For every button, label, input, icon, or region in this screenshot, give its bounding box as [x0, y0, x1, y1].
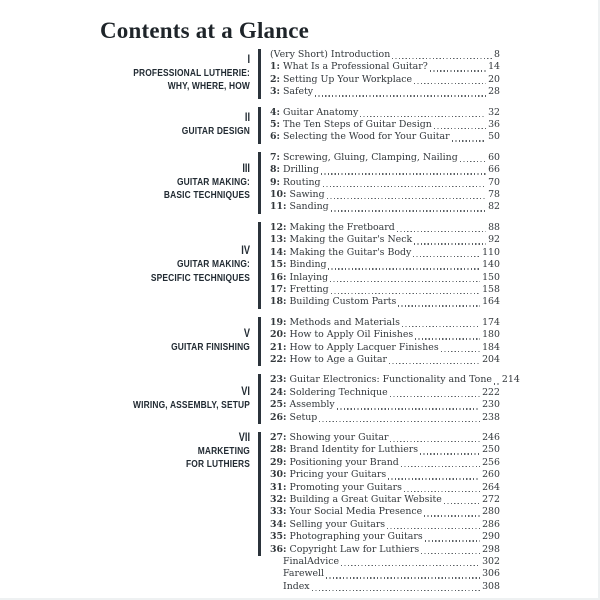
entry-title: Making the Guitar's Body	[289, 246, 412, 258]
entry-title: Selecting the Wood for Your Guitar	[282, 131, 450, 143]
entry-number: 17:	[270, 283, 287, 295]
entry-page: 250	[482, 444, 500, 456]
section-iv	[100, 222, 600, 309]
toc-entry	[270, 74, 500, 86]
toc-entry	[270, 432, 500, 444]
dot-leader	[319, 421, 480, 422]
section-entries-column	[250, 222, 500, 309]
entry-number: 1:	[270, 61, 280, 73]
toc-entry	[270, 272, 500, 284]
entry-title: (Very Short) Introduction	[270, 49, 391, 60]
section-label	[130, 432, 250, 472]
dot-leader	[331, 210, 486, 211]
section-i	[100, 49, 600, 99]
toc-entry	[270, 49, 500, 61]
toc-entry	[270, 457, 500, 469]
entry-title: Routing	[282, 176, 321, 188]
entry-title: Copyright Law for Luthiers	[289, 543, 420, 555]
entry-title: Building Custom Parts	[289, 296, 397, 308]
dot-leader	[441, 351, 480, 352]
entry-page: 82	[488, 201, 500, 213]
entry-page: 28	[488, 86, 500, 98]
dot-leader	[388, 478, 480, 479]
dot-leader	[321, 173, 486, 174]
toc-entry	[270, 342, 500, 354]
entry-number: 10:	[270, 189, 287, 201]
section-entries-column	[250, 107, 500, 144]
section-label	[130, 163, 250, 203]
entry-number: 30:	[270, 469, 287, 481]
dot-leader	[389, 363, 480, 364]
roman-numeral: II	[244, 111, 250, 124]
toc-entry-list	[258, 49, 500, 99]
entry-page: 110	[482, 246, 500, 258]
section-v	[100, 317, 600, 367]
toc-entry-list	[258, 432, 500, 556]
entry-number: 33:	[270, 506, 287, 518]
entry-page: 256	[482, 456, 500, 468]
entry-number: 31:	[270, 481, 287, 493]
dot-leader	[414, 83, 486, 84]
entry-page: 290	[482, 531, 500, 543]
dot-leader	[413, 256, 480, 257]
entry-title: Making the Fretboard	[289, 221, 395, 233]
entry-page: 150	[482, 271, 500, 283]
toc-sections	[100, 49, 600, 593]
entry-page: 164	[482, 296, 500, 308]
toc-entry	[270, 131, 500, 143]
entry-number: 25:	[270, 399, 287, 411]
entry-title: Screwing, Gluing, Clamping, Nailing	[282, 151, 458, 163]
entry-page: 302	[482, 556, 500, 568]
dot-leader	[330, 281, 480, 282]
entry-number: 15:	[270, 259, 287, 271]
entry-page: 70	[488, 176, 500, 188]
toc-entry-list	[258, 107, 500, 144]
toc-entry	[270, 222, 500, 234]
dot-leader	[315, 95, 486, 96]
entry-page: 36	[488, 119, 500, 131]
section-name-line: MARKETING	[197, 444, 250, 457]
entry-number: 6:	[270, 131, 280, 143]
dot-leader	[414, 243, 486, 244]
entry-number: 3:	[270, 86, 280, 98]
entry-title: Binding	[289, 259, 327, 271]
toc-entry	[270, 317, 500, 329]
entry-number: 21:	[270, 341, 287, 353]
entry-page: 50	[488, 131, 500, 143]
entry-number: 32:	[270, 494, 287, 505]
entry-number: 26:	[270, 411, 287, 423]
entry-page: 78	[488, 189, 500, 201]
section-entries-column	[250, 374, 520, 424]
page-title: Contents at a Glance	[100, 18, 310, 43]
section-entries-column	[250, 152, 500, 214]
entry-title: Fretting	[289, 283, 329, 295]
entry-title: Inlaying	[289, 271, 329, 283]
dot-leader	[331, 293, 480, 294]
dot-leader	[323, 186, 487, 187]
entry-title: Assembly	[289, 399, 335, 411]
toc-entry	[270, 247, 500, 259]
entry-title: Soldering Technique	[289, 386, 388, 398]
entry-page: 260	[482, 469, 500, 481]
entry-title: Safety	[282, 86, 314, 98]
entry-title: How to Apply Lacquer Finishes	[289, 341, 439, 353]
section-label	[130, 245, 250, 285]
section-label	[130, 386, 250, 413]
section-entries-column	[250, 317, 500, 367]
entry-number: 24:	[270, 386, 287, 398]
toc-entry	[270, 482, 500, 494]
entry-page: 272	[482, 494, 500, 505]
toc-entry	[270, 519, 500, 531]
entry-number: 29:	[270, 456, 287, 468]
toc-entry	[270, 354, 500, 366]
entry-number: 8:	[270, 164, 280, 176]
dot-leader	[326, 577, 480, 578]
entry-page: 174	[482, 316, 500, 328]
entry-page: 204	[482, 353, 500, 365]
entry-title: What Is a Professional Guitar?	[282, 61, 428, 73]
section-name-line: FOR LUTHIERS	[186, 458, 250, 471]
dot-leader	[420, 453, 480, 454]
section-name-line: GUITAR MAKING:	[176, 175, 250, 188]
section-name-line: GUITAR MAKING:	[176, 258, 250, 271]
toc-entry	[270, 544, 500, 556]
section-name-line: GUITAR DESIGN	[181, 124, 250, 137]
entry-title: Sanding	[289, 201, 329, 213]
roman-numeral: III	[242, 162, 250, 175]
entry-page: 32	[488, 106, 500, 118]
toc-entry	[270, 444, 500, 456]
entry-title: Photographing your Guitars	[289, 531, 423, 543]
entry-page: 60	[488, 151, 500, 163]
toc-entry	[270, 531, 500, 543]
entry-page: 286	[482, 518, 500, 530]
section-name-line: BASIC TECHNIQUES	[163, 189, 250, 202]
entry-number: 5:	[270, 119, 280, 131]
toc-entry	[270, 412, 500, 424]
entry-title: Brand Identity for Luthiers	[289, 444, 419, 456]
dot-leader	[425, 540, 480, 541]
section-name-line: SPECIFIC TECHNIQUES	[150, 271, 250, 284]
entry-page: 88	[488, 221, 500, 233]
dot-leader	[327, 198, 486, 199]
entry-title: Setup	[289, 411, 318, 423]
dot-leader	[494, 383, 500, 384]
toc-entry	[283, 556, 500, 568]
toc-entry	[270, 201, 500, 213]
entry-page: 92	[488, 234, 500, 246]
toc-entry	[283, 581, 500, 593]
entry-number: 36:	[270, 543, 287, 555]
entry-page: 246	[482, 431, 500, 443]
dot-leader	[390, 441, 480, 442]
entry-title: Drilling	[282, 164, 320, 176]
section-name-line: WHY, WHERE, HOW	[167, 80, 250, 93]
entry-number: 16:	[270, 271, 287, 283]
entry-title: Sawing	[289, 189, 325, 201]
entry-title: Your Social Media Presence	[289, 506, 423, 518]
toc-entry	[270, 119, 500, 131]
dot-leader	[404, 491, 480, 492]
entry-page: 280	[482, 506, 500, 518]
dot-leader	[402, 326, 480, 327]
section-label	[130, 112, 250, 139]
entry-title: Promoting your Guitars	[289, 481, 402, 493]
entry-number: 23:	[270, 374, 287, 386]
entry-page: 306	[482, 568, 500, 580]
toc-entry-list	[258, 152, 500, 214]
entry-title: Pricing your Guitars	[289, 469, 387, 481]
section-name-line: PROFESSIONAL LUTHERIE:	[133, 66, 250, 79]
dot-leader	[397, 231, 486, 232]
entry-number: 14:	[270, 246, 287, 258]
toc-entry	[270, 374, 520, 386]
entry-number: 9:	[270, 176, 280, 188]
toc-entry	[270, 234, 500, 246]
dot-leader	[312, 590, 481, 591]
section-name-line: WIRING, ASSEMBLY, SETUP	[133, 398, 250, 411]
dot-leader	[390, 396, 480, 397]
roman-numeral: VI	[241, 385, 250, 398]
entry-number: 35:	[270, 531, 287, 543]
section-entries-column	[250, 49, 500, 99]
toc-entry-list	[258, 317, 500, 367]
entry-page: 8	[494, 49, 500, 60]
toc-entry-list	[258, 222, 500, 309]
toc-entry	[270, 86, 500, 98]
entry-title: Positioning your Brand	[289, 456, 399, 468]
entry-page: 214	[501, 374, 520, 386]
entry-title: Methods and Materials	[289, 316, 400, 328]
entry-title: Farewell	[283, 568, 325, 580]
toc-entry	[270, 399, 500, 411]
entry-page: 14	[488, 61, 500, 73]
entry-page: 230	[482, 399, 500, 411]
roman-numeral: V	[243, 328, 250, 341]
entry-title: Index	[283, 580, 310, 592]
section-vi	[100, 374, 600, 424]
entry-page: 158	[482, 283, 500, 295]
toc-entry	[270, 387, 500, 399]
toc-entry	[270, 329, 500, 341]
dot-leader	[392, 58, 492, 59]
dot-leader	[360, 116, 486, 117]
entry-number: 27:	[270, 431, 287, 443]
entry-title: Guitar Electronics: Functionality and Tone	[289, 374, 492, 386]
entry-number: 28:	[270, 444, 287, 456]
entry-number: 12:	[270, 221, 287, 233]
entry-title: Guitar Anatomy	[282, 106, 359, 118]
entry-number: 13:	[270, 234, 287, 246]
entry-number: 11:	[270, 201, 287, 213]
section-entries-column	[250, 432, 500, 593]
dot-leader	[421, 553, 480, 554]
toc-entry	[270, 164, 500, 176]
toc-entry	[270, 177, 500, 189]
entry-page: 238	[482, 411, 500, 423]
section-iii	[100, 152, 600, 214]
entry-number: 19:	[270, 316, 287, 328]
entry-number: 22:	[270, 353, 287, 365]
entry-number: 4:	[270, 106, 280, 118]
toc-extras	[270, 556, 500, 593]
entry-number: 18:	[270, 296, 287, 308]
entry-title: The Ten Steps of Guitar Design	[282, 119, 432, 131]
toc-entry	[270, 107, 500, 119]
entry-title: Selling your Guitars	[289, 518, 386, 530]
entry-page: 184	[482, 341, 500, 353]
roman-numeral: VII	[238, 431, 250, 444]
toc-entry	[270, 189, 500, 201]
entry-title: Setting Up Your Workplace	[282, 73, 413, 85]
roman-numeral: I	[247, 53, 250, 66]
section-ii	[100, 107, 600, 144]
entry-number: 2:	[270, 73, 280, 85]
dot-leader	[444, 503, 480, 504]
entry-title: Building a Great Guitar Website	[289, 494, 442, 505]
entry-title: Showing your Guitar	[289, 431, 389, 443]
dot-leader	[430, 70, 486, 71]
toc-entry	[270, 494, 500, 506]
entry-page: 20	[488, 73, 500, 85]
toc-entry	[270, 259, 500, 271]
entry-title: How to Apply Oil Finishes	[289, 329, 414, 341]
section-label	[130, 54, 250, 94]
toc-entry	[270, 506, 500, 518]
section-label	[130, 328, 250, 355]
toc-entry	[270, 284, 500, 296]
entry-title: How to Age a Guitar	[289, 353, 387, 365]
dot-leader	[401, 466, 480, 467]
toc-entry	[270, 296, 500, 308]
dot-leader	[460, 161, 486, 162]
entry-page: 222	[482, 386, 500, 398]
section-vii	[100, 432, 600, 593]
entry-number: 20:	[270, 329, 287, 341]
entry-title: FinalAdvice	[283, 556, 339, 568]
roman-numeral: IV	[241, 245, 250, 258]
toc-entry	[270, 152, 500, 164]
dot-leader	[398, 305, 480, 306]
dot-leader	[328, 268, 480, 269]
dot-leader	[341, 565, 480, 566]
dot-leader	[424, 515, 480, 516]
entry-page: 180	[482, 329, 500, 341]
entry-title: Making the Guitar's Neck	[289, 234, 413, 246]
dot-leader	[452, 140, 486, 141]
entry-page: 298	[482, 543, 500, 555]
dot-leader	[337, 408, 480, 409]
dot-leader	[434, 128, 486, 129]
dot-leader	[415, 338, 480, 339]
entry-number: 7:	[270, 151, 280, 163]
toc-entry	[270, 61, 500, 73]
entry-page: 66	[488, 164, 500, 176]
entry-page: 264	[482, 481, 500, 493]
toc-entry	[270, 469, 500, 481]
entry-page: 140	[482, 259, 500, 271]
toc-entry-list	[258, 374, 520, 424]
dot-leader	[387, 528, 480, 529]
toc-entry	[283, 568, 500, 580]
entry-page: 308	[482, 580, 500, 592]
section-name-line: GUITAR FINISHING	[171, 341, 250, 354]
entry-number: 34:	[270, 518, 287, 530]
